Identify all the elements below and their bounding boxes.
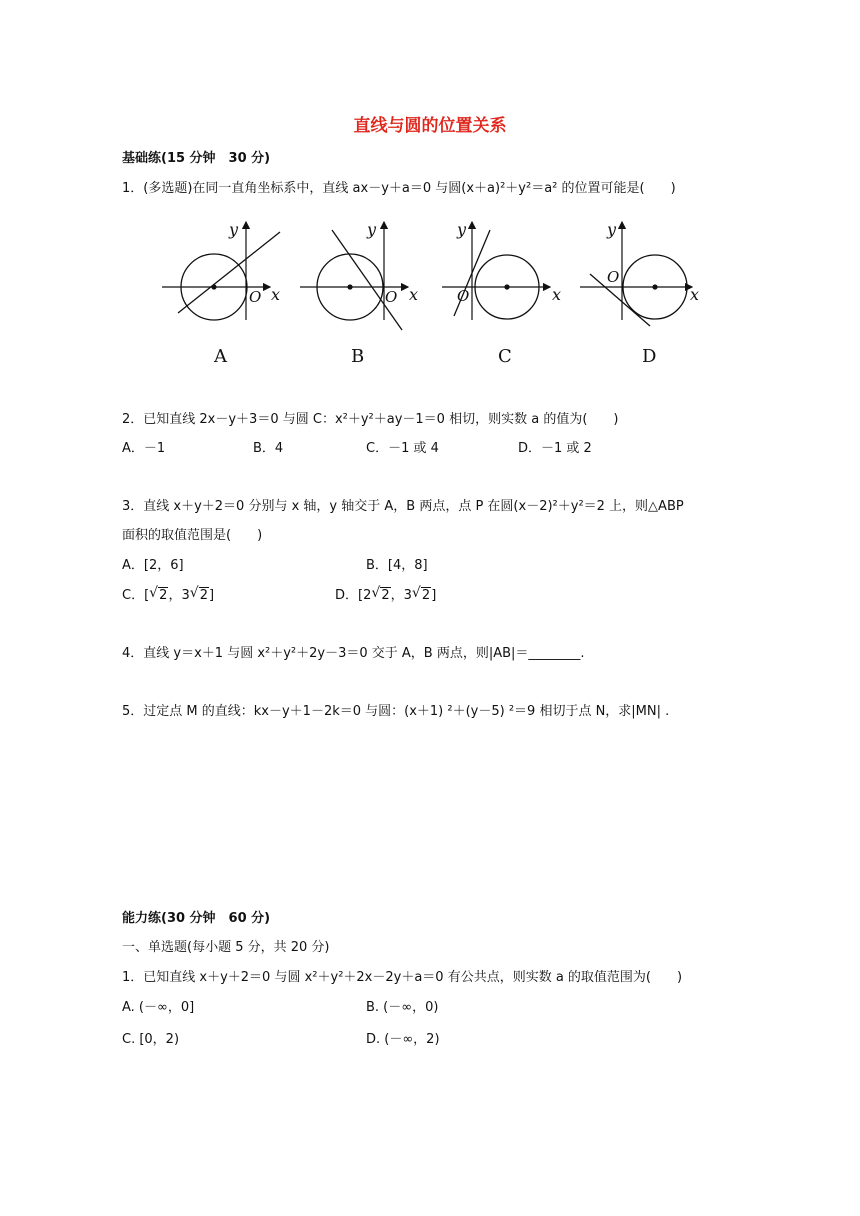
- figure-b-x-label: x: [409, 285, 419, 304]
- basic-q3-option-c: [122, 589, 214, 602]
- radicand: 2: [381, 588, 390, 603]
- option-c-mid: ，3: [168, 588, 190, 603]
- basic-q2-option-c: C．－1 或 4: [366, 441, 439, 456]
- basic-q1-stem: 1．(多选题)在同一直角坐标系中，直线 ax－y＋a＝0 与圆(x＋a)²＋y²＝a² 的位置可能是( ): [122, 181, 676, 196]
- ability-q1-option-d: D. (－∞，2): [366, 1032, 440, 1047]
- sqrt-symbol: [190, 589, 209, 602]
- sqrt-symbol: [371, 589, 390, 602]
- option-d-suffix: ]: [431, 588, 437, 603]
- basic-q3-option-d: [335, 589, 436, 602]
- figure-d-y-label: y: [607, 220, 617, 239]
- ability-q1-option-b: B. (－∞，0): [366, 1000, 439, 1015]
- basic-q3-option-b: B．[4，8]: [366, 558, 428, 573]
- sqrt-symbol: [149, 589, 168, 602]
- figure-a: [158, 218, 288, 328]
- figure-d-label: D: [642, 346, 657, 367]
- ability-q1-option-c: C. [0，2): [122, 1032, 180, 1047]
- figure-c-x-label: x: [552, 285, 562, 304]
- ability-q1-option-a: A. (－∞，0]: [122, 1000, 195, 1015]
- radicand: 2: [421, 588, 431, 603]
- figure-b: [296, 218, 426, 338]
- figure-c-origin-label: O: [457, 287, 470, 305]
- basic-q2-option-d: D．－1 或 2: [518, 441, 592, 456]
- figure-d-origin-label: O: [607, 268, 620, 286]
- figure-d-x-label: x: [690, 285, 700, 304]
- basic-q2-option-a: A．－1: [122, 441, 166, 456]
- figure-c-label: C: [498, 346, 512, 367]
- basic-q5-stem: 5．过定点 M 的直线：kx－y＋1－2k＝0 与圆：(x＋1) ²＋(y－5) ²＝9 相切于点 N，求|MN| .: [122, 704, 670, 719]
- radicand: 2: [159, 588, 168, 603]
- figure-b-label: B: [351, 346, 365, 367]
- ability-part1-heading: 一、单选题(每小题 5 分，共 20 分): [122, 940, 330, 955]
- basic-q4-stem: 4．直线 y＝x＋1 与圆 x²＋y²＋2y－3＝0 交于 A，B 两点，则|AB|＝________.: [122, 646, 585, 661]
- basic-q2-stem: 2．已知直线 2x－y＋3＝0 与圆 C：x²＋y²＋ay－1＝0 相切，则实数 a 的值为( ): [122, 412, 619, 427]
- figure-b-origin-label: O: [385, 288, 398, 306]
- option-d-prefix: D．[2: [335, 588, 372, 603]
- figure-a-x-label: x: [271, 285, 281, 304]
- figure-a-origin-label: O: [249, 288, 262, 306]
- option-d-mid: ，3: [390, 588, 412, 603]
- figure-b-y-label: y: [367, 220, 377, 239]
- basic-q3-stem-line2: 面积的取值范围是( ): [122, 528, 263, 543]
- basic-section-heading: 基础练(15 分钟 30 分): [122, 151, 271, 166]
- ability-section-heading: 能力练(30 分钟 60 分): [122, 911, 271, 926]
- option-c-suffix: ]: [209, 588, 215, 603]
- figure-a-y-label: y: [229, 220, 239, 239]
- figure-a-label: A: [214, 346, 227, 367]
- sqrt-symbol: [412, 589, 431, 602]
- page-title: 直线与圆的位置关系: [353, 116, 507, 136]
- option-c-prefix: C．[: [122, 588, 150, 603]
- radicand: 2: [199, 588, 208, 603]
- figure-c-y-label: y: [457, 220, 467, 239]
- figure-d: [576, 218, 706, 328]
- basic-q3-stem-line1: 3．直线 x＋y＋2＝0 分别与 x 轴，y 轴交于 A，B 两点，点 P 在圆(x－2)²＋y²＝2 上，则△ABP: [122, 499, 684, 514]
- basic-q3-option-a: A．[2，6]: [122, 558, 184, 573]
- ability-q1-stem: 1．已知直线 x＋y＋2＝0 与圆 x²＋y²＋2x－2y＋a＝0 有公共点，则实数 a 的取值范围为( ): [122, 970, 683, 985]
- basic-q2-option-b: B．4: [253, 441, 284, 456]
